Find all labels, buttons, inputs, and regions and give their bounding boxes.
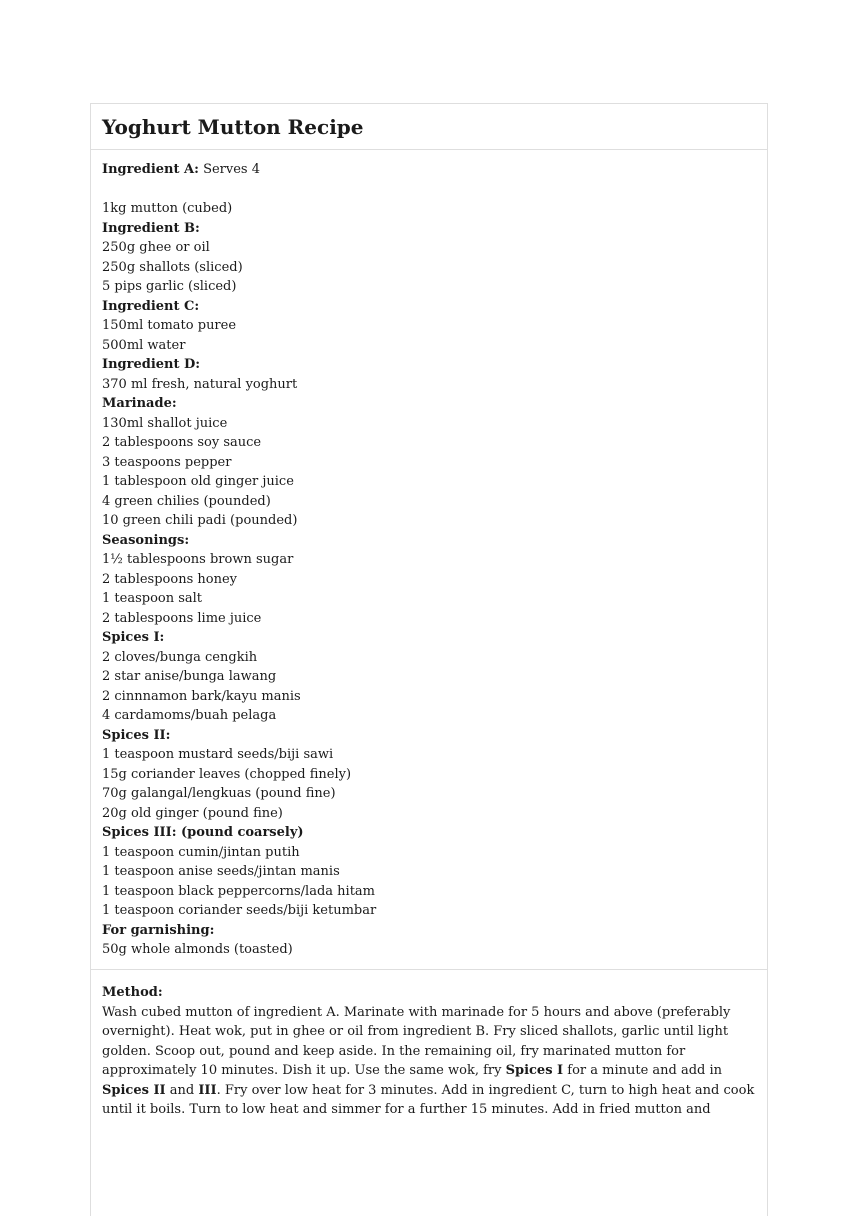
ingredient-item: 10 green chili padi (pounded) [102, 513, 298, 528]
ingredient-a-label: Ingredient A: [102, 162, 199, 177]
ingredient-item: 250g ghee or oil [102, 240, 210, 255]
ingredient-item: 150ml tomato puree [102, 318, 237, 333]
section-heading-text: Ingredient D: [102, 357, 201, 372]
ingredient-item: 3 teaspoons pepper [102, 454, 232, 470]
ingredient-item: 1 teaspoon black peppercorns/lada hitam [102, 883, 375, 899]
section-heading [102, 531, 756, 551]
ingredient-item: 2 tablespoons honey [102, 571, 237, 587]
ingredient-item: 1kg mutton (cubed) [102, 201, 233, 216]
ingredient-item: 20g old ginger (pound fine) [102, 805, 283, 821]
ingredient-item: 2 star anise/bunga lawang [102, 669, 277, 684]
section-heading-text: Spices III: (pound coarsely) [102, 825, 304, 840]
ingredient-item: 2 tablespoons soy sauce [102, 435, 262, 450]
method-text [102, 1003, 756, 1120]
method-section [91, 970, 767, 1120]
method-bold-run: III [198, 1082, 217, 1098]
section-heading [102, 297, 756, 317]
method-bold-run: Spices I [505, 1063, 564, 1078]
ingredient-item: 4 green chilies (pounded) [102, 493, 271, 509]
section-heading [102, 219, 756, 239]
serves-text: Serves 4 [203, 162, 260, 177]
ingredient-item: 1½ tablespoons brown sugar [102, 552, 294, 567]
section-heading [102, 726, 756, 746]
section-heading [102, 628, 756, 648]
title-bar [91, 104, 767, 150]
recipe-card [90, 103, 768, 1216]
ingredient-item: 250g shallots (sliced) [102, 259, 243, 275]
recipe-title: Yoghurt Mutton Recipe [102, 115, 364, 139]
method-heading: Method: [102, 985, 163, 1000]
ingredient-item: 70g galangal/lengkuas (pound fine) [102, 786, 336, 801]
ingredient-a-line [102, 160, 756, 180]
ingredient-item: 1 teaspoon coriander seeds/biji ketumbar [102, 903, 377, 918]
method-text-run: for a minute and add in [563, 1063, 723, 1078]
method-text-run: Wash cubed mutton of ingredient A. Marinate with marinade for 5 hours and above (preferably overnight). Heat wok, put in ghee or oil from ingredient B. Fry sliced shallots, garlic until light golden. Scoop out, pound and keep aside. In the remaining oil, fry marinated mutton for approximately 10 minutes. Dish it up. Use the same wok, fry [102, 1004, 731, 1078]
ingredient-item: 1 tablespoon old ginger juice [102, 474, 294, 489]
section-heading-text: Ingredient B: [102, 220, 200, 236]
method-text-run: and [165, 1082, 199, 1098]
ingredient-item: 2 tablespoons lime juice [102, 610, 262, 626]
section-heading-text: Spices II: [102, 727, 171, 743]
section-heading-text: Ingredient C: [102, 298, 200, 314]
ingredient-item: 130ml shallot juice [102, 415, 228, 431]
section-heading-text: Spices I: [102, 630, 165, 645]
ingredient-item: 1 teaspoon anise seeds/jintan manis [102, 864, 340, 879]
section-heading [102, 921, 756, 941]
ingredient-item: 1 teaspoon cumin/jintan putih [102, 844, 300, 860]
ingredient-item: 4 cardamoms/buah pelaga [102, 708, 277, 723]
ingredient-item: 15g coriander leaves (chopped finely) [102, 766, 352, 782]
ingredient-list [102, 199, 756, 960]
ingredient-item: 1 teaspoon mustard seeds/biji sawi [102, 747, 334, 762]
ingredient-item: 5 pips garlic (sliced) [102, 279, 237, 294]
ingredient-item: 2 cinnnamon bark/kayu manis [102, 688, 301, 704]
ingredients-section [91, 150, 767, 970]
ingredient-item: 500ml water [102, 337, 186, 353]
method-bold-run: Spices II [102, 1082, 166, 1098]
section-heading [102, 355, 756, 375]
section-heading-text: For garnishing: [102, 922, 215, 938]
method-text-run: . Fry over low heat for 3 minutes. Add in ingredient C, turn to high heat and cook until it boils. Turn to low heat and simmer for a further 15 minutes. Add in fried mutton and [102, 1082, 755, 1117]
section-heading-text: Seasonings: [102, 532, 190, 548]
ingredient-item: 370 ml fresh, natural yoghurt [102, 376, 298, 392]
spacer [102, 180, 756, 200]
section-heading-text: Marinade: [102, 396, 177, 411]
section-heading [102, 394, 756, 414]
section-heading [102, 823, 756, 843]
ingredient-item: 50g whole almonds (toasted) [102, 942, 293, 957]
ingredient-item: 2 cloves/bunga cengkih [102, 649, 258, 665]
ingredient-item: 1 teaspoon salt [102, 591, 203, 606]
